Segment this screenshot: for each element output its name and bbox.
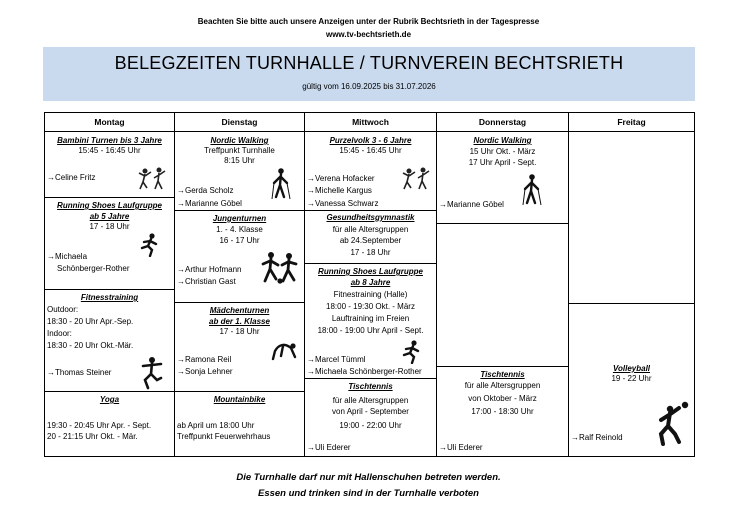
nordic-walker-icon	[270, 167, 292, 201]
slot-contact: →Sonja Lehner	[177, 367, 233, 376]
slot-subtitle: ab 5 Jahre	[89, 212, 130, 221]
kids-gymnastics-icon	[401, 165, 433, 193]
page-title: BELEGZEITEN TURNHALLE / TURNVEREIN BECHTSRIETH	[114, 53, 624, 73]
slot-contact: →Vanessa Schwarz	[307, 199, 379, 208]
slot-line: 15 Uhr Okt. - März	[469, 147, 536, 156]
slot-contact: →Ramona Reil	[177, 355, 232, 364]
column-thursday	[437, 113, 569, 456]
slot-line: für alle Altersgruppen	[332, 225, 409, 234]
slot-jungenturnen	[175, 211, 304, 303]
schedule-table	[44, 112, 695, 457]
slot-time: 15:45 - 16:45 Uhr	[339, 146, 402, 155]
slot-bambini	[45, 133, 174, 198]
slot-subtitle: ab der 1. Klasse	[209, 317, 270, 326]
slot-line: 18:30 - 20 Uhr Apr.-Sep.	[47, 317, 134, 326]
slot-tischtennis-wednesday	[305, 379, 436, 456]
slot-contact: →Marianne Göbel	[177, 199, 242, 208]
slot-empty-thursday	[437, 224, 568, 367]
fitness-figure-icon	[139, 356, 165, 390]
column-tuesday	[175, 113, 305, 456]
slot-title: Nordic Walking	[473, 136, 532, 145]
slot-line: Lauftraining im Freien	[331, 314, 410, 323]
slot-mountainbike	[175, 392, 304, 456]
slot-contact: →Michaela	[47, 252, 88, 261]
slot-title: Nordic Walking	[210, 136, 269, 145]
slot-time: 17 - 18 Uhr	[219, 327, 260, 336]
slot-line: 20 - 21:15 Uhr Okt. - Mär.	[47, 432, 138, 441]
slot-line: von April - September	[332, 407, 409, 416]
slot-purzelvolk	[305, 133, 436, 211]
slot-line: Treffpunkt Turnhalle	[204, 146, 275, 155]
kids-gymnastics-icon	[137, 165, 169, 193]
slot-title: Gesundheitsgymnastik	[326, 213, 415, 222]
slot-contact: →Gerda Scholz	[177, 186, 234, 195]
slot-contact: →Thomas Steiner	[47, 368, 112, 377]
slot-gesundheitsgymnastik	[305, 211, 436, 264]
day-header-wednesday: Mittwoch	[305, 113, 436, 132]
slot-line: für alle Altersgruppen	[464, 381, 541, 390]
gymnast-icon	[271, 341, 299, 361]
website-link[interactable]: www.tv-bechtsrieth.de	[325, 30, 412, 39]
column-monday	[45, 113, 175, 456]
slot-title: Running Shoes Laufgruppe	[318, 267, 423, 276]
slot-maedchenturnen	[175, 303, 304, 392]
slot-title: Mountainbike	[213, 395, 266, 404]
slot-time: 19 - 22 Uhr	[611, 374, 652, 383]
slot-time: 8:15 Uhr	[224, 156, 255, 165]
slot-line: 17 Uhr April - Sept.	[468, 158, 537, 167]
slot-contact: →Uli Ederer	[439, 443, 483, 452]
column-wednesday	[305, 113, 437, 456]
slot-title: Jungenturnen	[212, 214, 267, 223]
slot-running-wednesday	[305, 264, 436, 379]
slot-title: Volleyball	[612, 364, 651, 373]
slot-nordic-tuesday	[175, 133, 304, 211]
slot-line: Fitnestraining (Halle)	[333, 290, 408, 299]
footer-rule-shoes: Die Turnhalle darf nur mit Hallenschuhen betreten werden.	[236, 472, 501, 483]
slot-contact: Schönberger-Rother	[57, 264, 130, 273]
slot-title: Purzelvolk 3 - 6 Jahre	[329, 136, 412, 145]
slot-contact: →Christian Gast	[177, 277, 236, 286]
slot-time: 16 - 17 Uhr	[219, 236, 260, 245]
slot-title: Mädchenturnen	[209, 306, 270, 315]
slot-line: Indoor:	[47, 329, 72, 338]
top-notice: Beachten Sie bitte auch unsere Anzeigen unter der Rubrik Bechtsrieth in der Tagespresse	[197, 17, 540, 26]
slot-line: von Oktober - März	[468, 394, 537, 403]
slot-title: Bambini Turnen bis 3 Jahre	[57, 136, 162, 145]
slot-contact: →Verena Hofacker	[307, 174, 375, 183]
volleyball-player-icon	[653, 400, 691, 446]
slot-running-monday	[45, 198, 174, 290]
slot-time: 17 - 18 Uhr	[89, 222, 130, 231]
day-header-monday: Montag	[45, 113, 174, 132]
slot-line: ab 24.September	[339, 236, 402, 245]
slot-contact: →Michelle Kargus	[307, 186, 372, 195]
slot-contact: →Ralf Reinold	[571, 433, 623, 442]
nordic-walker-icon	[521, 173, 543, 207]
slot-time: 17:00 - 18:30 Uhr	[471, 407, 534, 416]
slot-contact: →Michaela Schönberger-Rother	[307, 367, 422, 376]
day-header-thursday: Donnerstag	[437, 113, 568, 132]
slot-volleyball	[569, 304, 694, 456]
runner-icon	[401, 340, 423, 364]
slot-time: 15:45 - 16:45 Uhr	[78, 146, 141, 155]
validity-text: gültig vom 16.09.2025 bis 31.07.2026	[302, 82, 436, 91]
slot-fitness	[45, 290, 174, 392]
slot-nordic-thursday	[437, 133, 568, 224]
slot-time: 17 - 18 Uhr	[350, 248, 391, 257]
footer-rule-food: Essen und trinken sind in der Turnhalle verboten	[257, 488, 479, 499]
slot-subtitle: ab 8 Jahre	[350, 278, 391, 287]
slot-contact: →Marcel Tümml	[307, 355, 366, 364]
slot-line: ab April um 18:00 Uhr	[177, 421, 255, 430]
slot-line: Treffpunkt Feuerwehrhaus	[177, 432, 271, 441]
slot-time: 19:00 - 22:00 Uhr	[339, 421, 402, 430]
slot-title: Yoga	[99, 395, 120, 404]
slot-empty-friday	[569, 133, 694, 304]
slot-contact: →Celine Fritz	[47, 173, 96, 182]
slot-contact: →Marianne Göbel	[439, 200, 504, 209]
slot-tischtennis-thursday	[437, 367, 568, 456]
day-header-tuesday: Dienstag	[175, 113, 304, 132]
runner-icon	[139, 233, 161, 257]
football-players-icon	[261, 251, 301, 285]
day-header-friday: Freitag	[569, 113, 694, 132]
slot-title: Tischtennis	[348, 382, 393, 391]
column-friday	[569, 113, 694, 456]
slot-title: Fitnesstraining	[80, 293, 139, 302]
slot-line: 18:00 - 19:30 Okt. - März	[326, 302, 415, 311]
slot-line: 18:30 - 20 Uhr Okt.-Mär.	[47, 341, 134, 350]
slot-title: Running Shoes Laufgruppe	[57, 201, 162, 210]
slot-title: Tischtennis	[480, 370, 525, 379]
slot-line: 1. - 4. Klasse	[216, 225, 263, 234]
slot-line: für alle Altersgruppen	[332, 396, 409, 405]
slot-contact: →Uli Ederer	[307, 443, 351, 452]
slot-yoga	[45, 392, 174, 456]
slot-line: 19:30 - 20:45 Uhr Apr. - Sept.	[47, 421, 152, 430]
title-banner	[43, 47, 695, 101]
slot-line: Outdoor:	[47, 305, 79, 314]
slot-contact: →Arthur Hofmann	[177, 265, 242, 274]
slot-line: 18:00 - 19:00 Uhr April - Sept.	[317, 326, 424, 335]
